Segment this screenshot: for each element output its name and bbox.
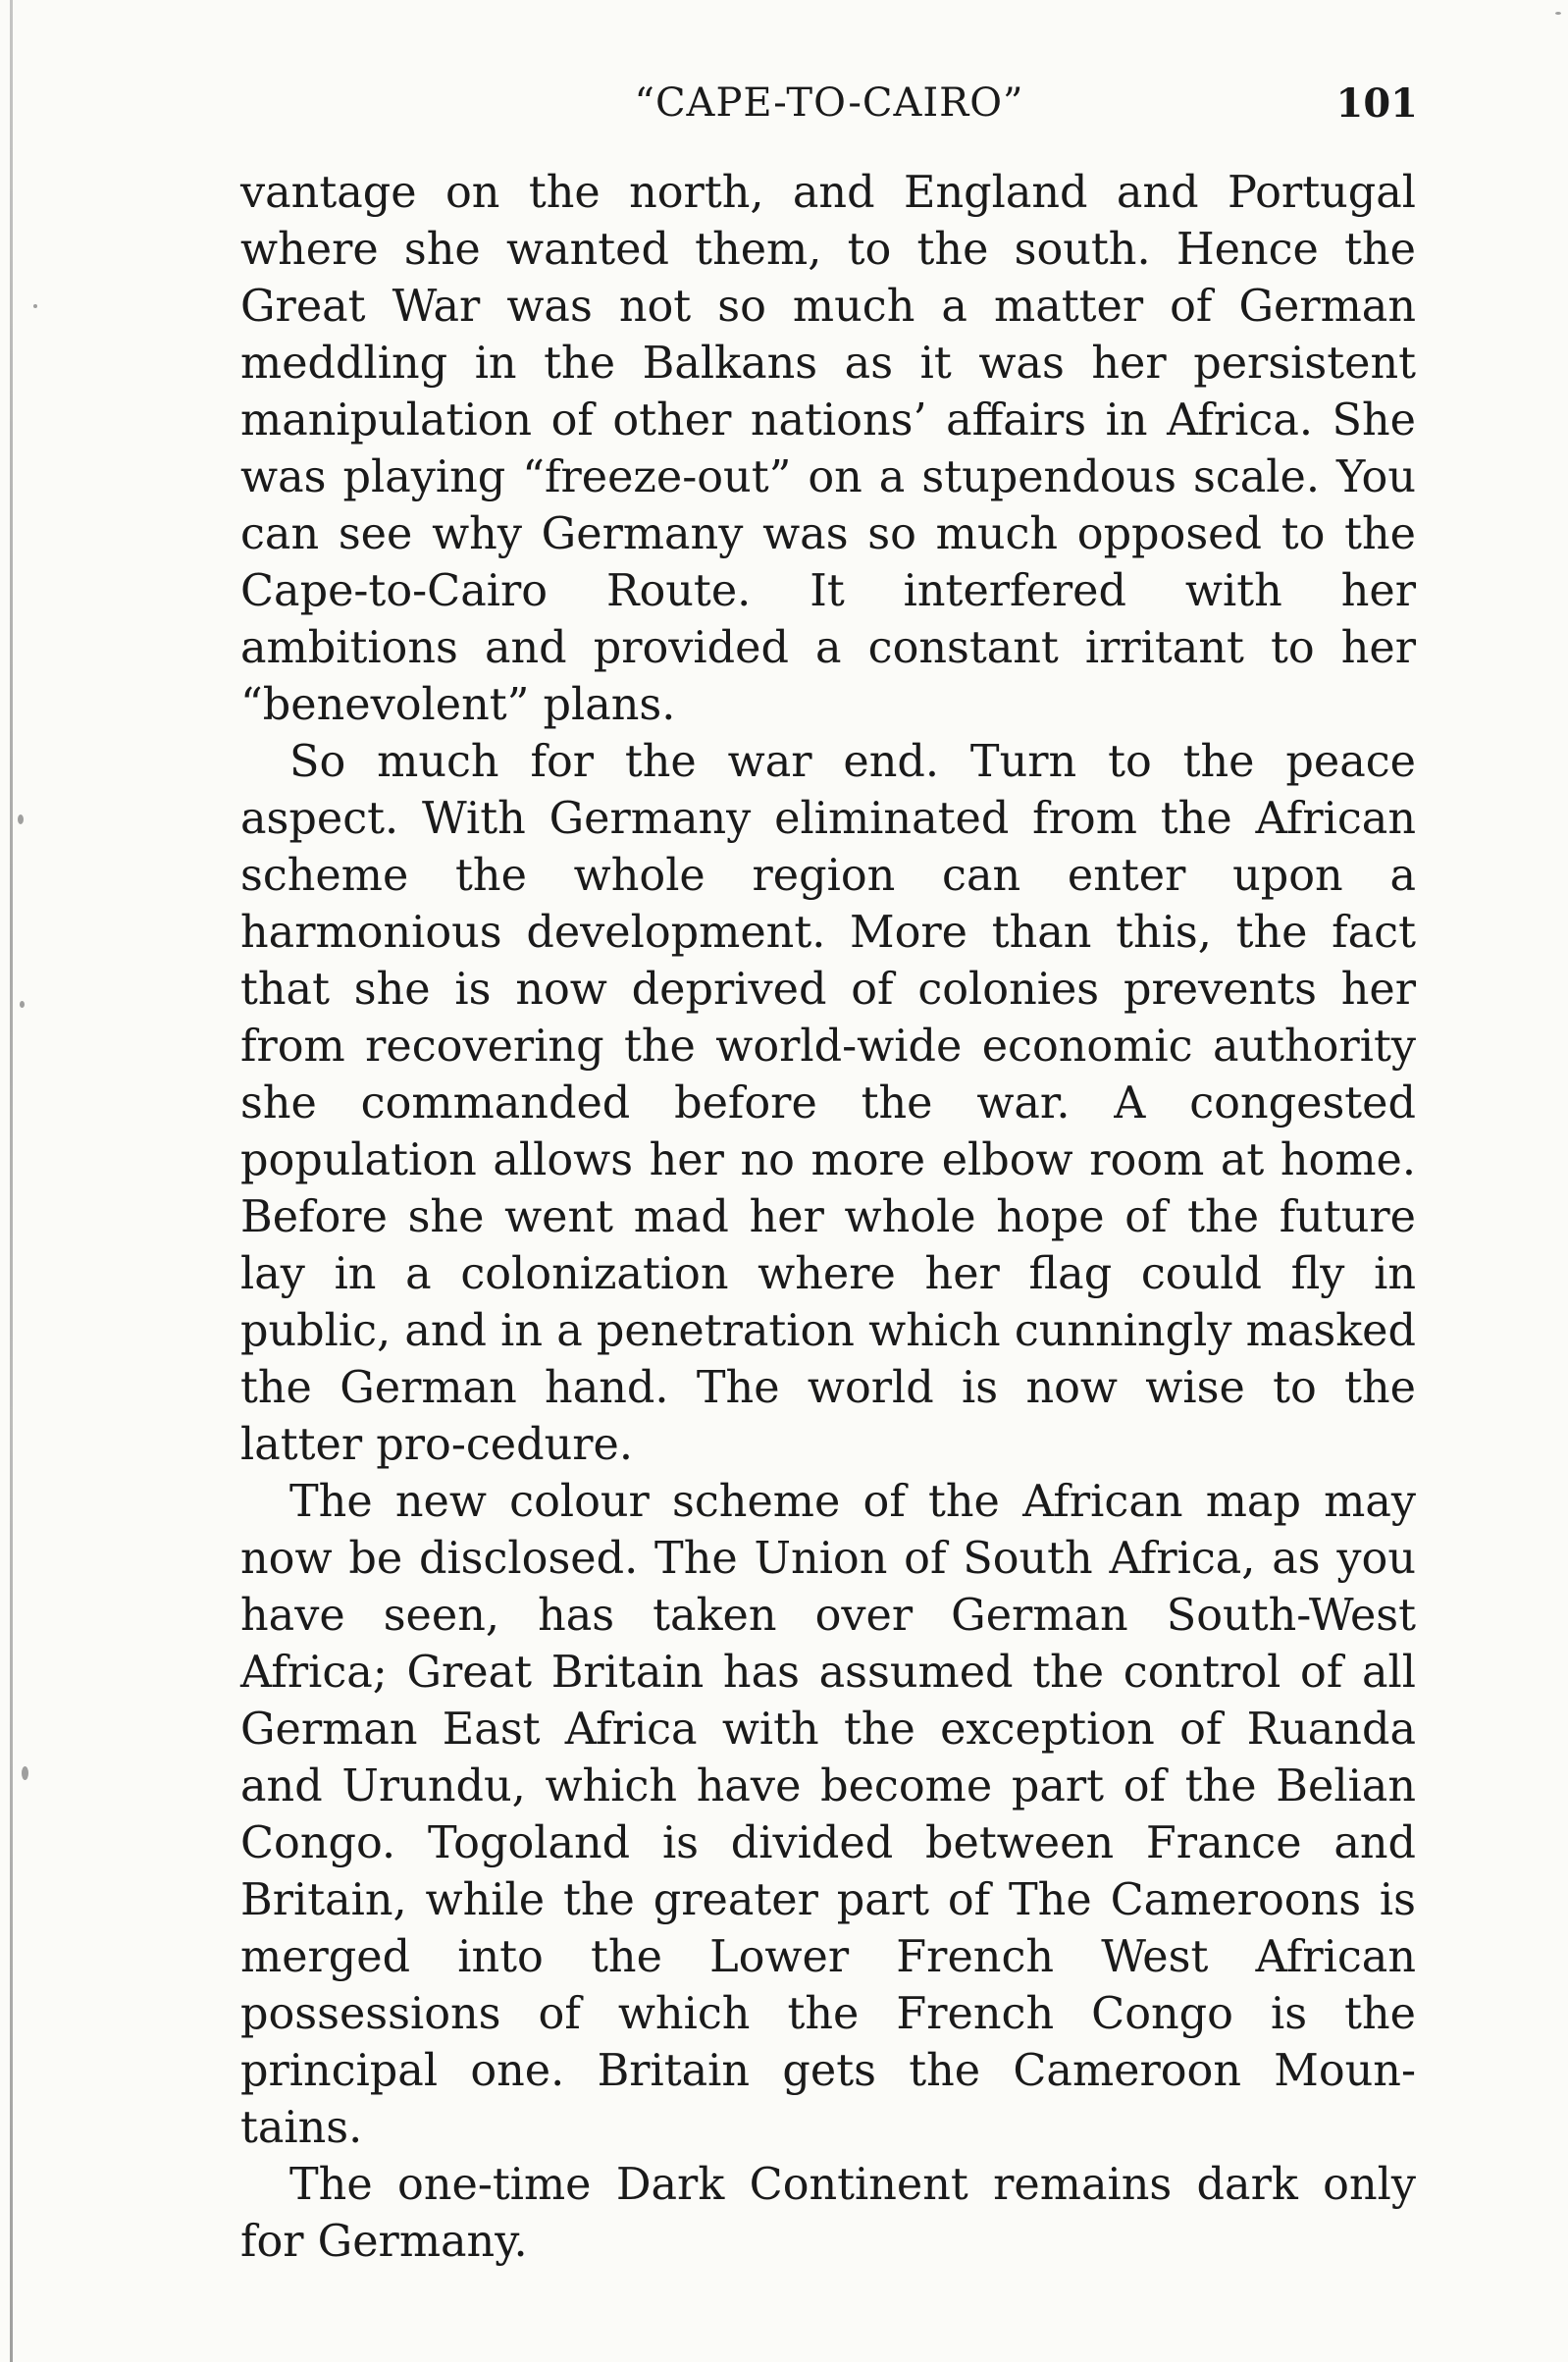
running-head: “CAPE-TO-CAIRO” [634, 80, 1024, 126]
print-speck [18, 814, 24, 824]
page-binding-edge [10, 0, 13, 2362]
page-number: 101 [1335, 80, 1418, 127]
print-speck [1555, 12, 1561, 15]
print-speck [20, 1001, 25, 1008]
paragraph-2: So much for the war end. Turn to the peace aspect. With Germany eliminated from the African scheme the whole region can enter upon a harmonious development. More than this, the fact that she is now deprived of colonies prevents her from recovering the world-wide economic authority she commanded before the war. A congested population allows her no more elbow room at home. Before she went mad her whole hope of the future lay in a colonization where her flag could fly in public, and in a penetration which cunningly masked the German hand. The world is now wise to the latter pro-cedure. [240, 737, 1416, 1470]
body-text [240, 165, 1416, 2271]
print-speck [33, 304, 37, 308]
page-header [240, 80, 1418, 139]
paragraph-3: The new colour scheme of the African map may now be disclosed. The Union of South Africa, as you have seen, has taken over German South-West Africa; Great Britain has assumed the control of all German East Africa with the exception of Ruanda and Urundu, which have become part of the Belian Congo. Togoland is divided between France and Britain, while the greater part of The Cameroons is merged into the Lower French West African possessions of which the French Congo is the principal one. Britain gets the Cameroon Moun-tains. [240, 1477, 1416, 2153]
paragraph-1: vantage on the north, and England and Portugal where she wanted them, to the south. Hence the Great War was not so much a matter of German meddling in the Balkans as it was her persistent manipulation of other nations’ affairs in Africa. She was playing “freeze-out” on a stupendous scale. You can see why Germany was so much opposed to the Cape-to-Cairo Route. It interfered with her ambitions and provided a constant irritant to her “benevolent” plans. [240, 168, 1416, 730]
paragraph-4: The one-time Dark Continent remains dark only for Germany. [240, 2160, 1416, 2267]
print-speck [22, 1766, 28, 1780]
